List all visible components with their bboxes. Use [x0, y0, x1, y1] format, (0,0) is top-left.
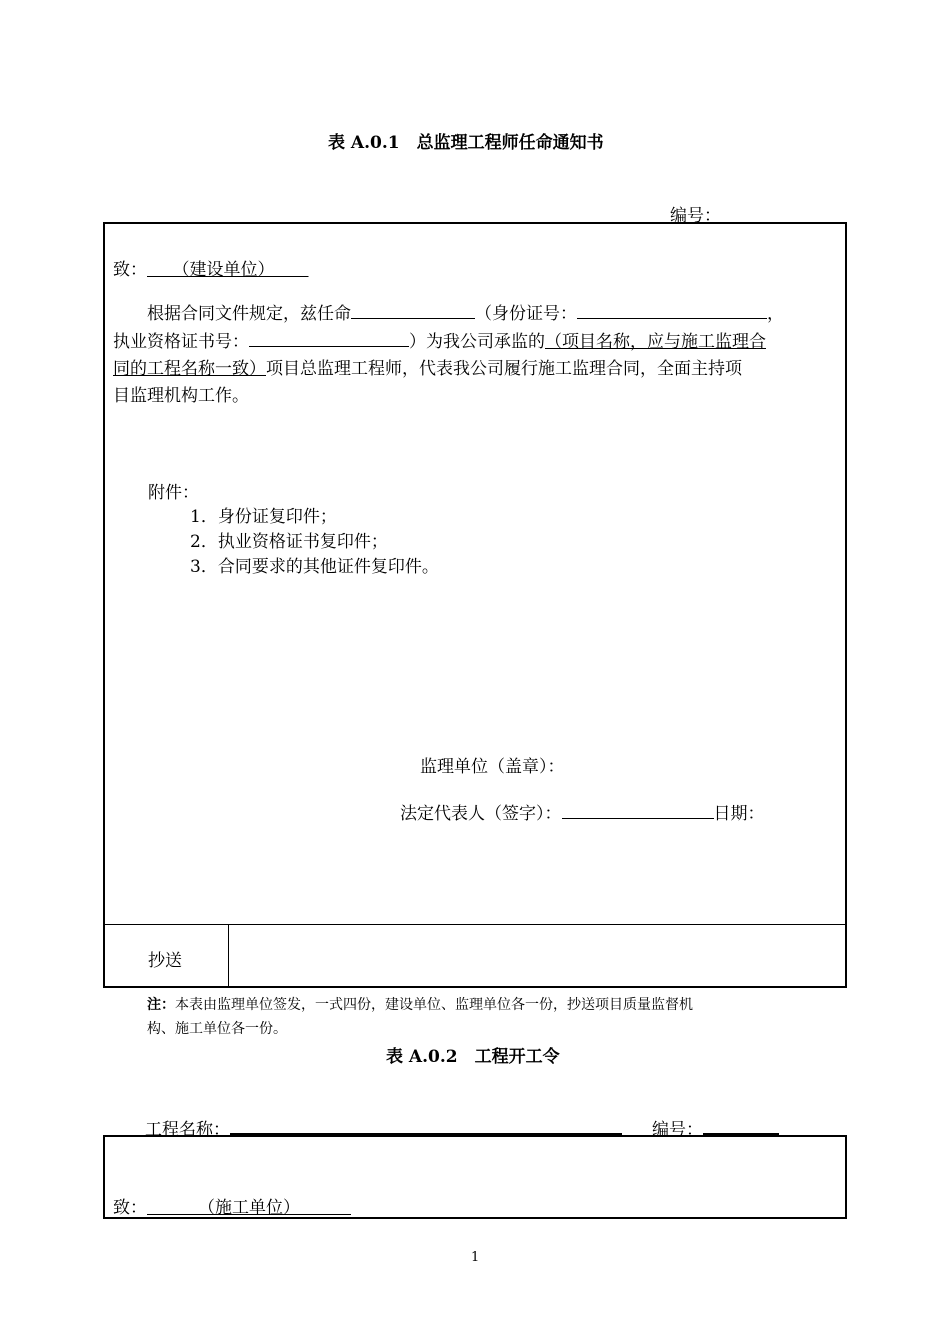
form1-body-intro: 根据合同文件规定，兹任命: [147, 304, 351, 324]
form1-body-id-label: （身份证号：: [475, 304, 577, 324]
form1-body-tail-line2: 项目总监理工程师，代表我公司履行施工监理合同，全面主持项: [266, 359, 742, 379]
form1-sign-rep-label: 法定代表人（签字）：: [400, 804, 562, 824]
form1-to-line: [113, 255, 309, 280]
attachment-item-2: 2．执业资格证书复印件；: [190, 532, 388, 552]
form1-note-line2: 构、施工单位各一份。: [147, 1021, 287, 1037]
form2-project-label: 工程名称：: [145, 1120, 230, 1140]
form1-project-name-line1: （项目名称，应与施工监理合: [545, 332, 766, 352]
form1-body-cert-label: 执业资格证书号：: [113, 332, 249, 352]
form1-sign-unit: 监理单位（盖章）：: [420, 757, 565, 777]
cert-number-blank: [249, 328, 409, 347]
form1-body-paragraph: 根据合同文件规定，兹任命 （身份证号： ， 执业资格证书号： ）为我公司承监的（项目名称，应与施工监理合 同的工程名称一致）项目总监理工程师，代表我公司履行施工监理合同，全面主持项 目监理机构工作。: [113, 300, 840, 410]
form2-to-line: [113, 1193, 351, 1218]
form1-cc-divider: [104, 924, 846, 925]
form1-to-value: （建设单位）: [172, 260, 275, 280]
form1-title: 表 A.0.1 总监理工程师任命通知书: [328, 133, 604, 153]
project-name-blank: [230, 1115, 622, 1135]
form2-to-label: 致：: [113, 1198, 147, 1218]
form1-note-line1: 注：本表由监理单位签发，一式四份，建设单位、监理单位各一份，抄送项目质量监督机: [147, 997, 693, 1013]
page-number: 1: [471, 1250, 480, 1265]
attachment-item-3: 3．合同要求的其他证件复印件。: [190, 557, 439, 577]
rep-signature-blank: [562, 800, 714, 819]
form1-body-tail-line3: 目监理机构工作。: [113, 386, 249, 406]
form1-note-bold: 注：: [147, 997, 175, 1013]
form2-to-value: （施工单位）: [198, 1198, 300, 1218]
id-number-blank: [577, 300, 767, 319]
form2-title: 表 A.0.2 工程开工令: [386, 1047, 560, 1067]
form1-body-mid: ）为我公司承监的: [409, 332, 545, 352]
form1-to-label: 致：: [113, 260, 147, 280]
form1-attachments-label: 附件：: [148, 483, 199, 503]
appointee-name-blank: [351, 300, 475, 319]
form1-cc-column-divider: [228, 925, 229, 987]
form1-serial-label: 编号：: [670, 206, 721, 226]
form1-project-name-line2: 同的工程名称一致）: [113, 359, 266, 379]
form2-serial-blank: [703, 1115, 779, 1135]
form2-serial-label: 编号：: [652, 1120, 703, 1140]
form1-sign-date-label: 日期：: [713, 804, 765, 824]
form1-sign-rep-line: [400, 799, 765, 824]
attachment-item-1: 1．身份证复印件；: [190, 507, 337, 527]
form1-cc-label: 抄送: [148, 951, 182, 971]
